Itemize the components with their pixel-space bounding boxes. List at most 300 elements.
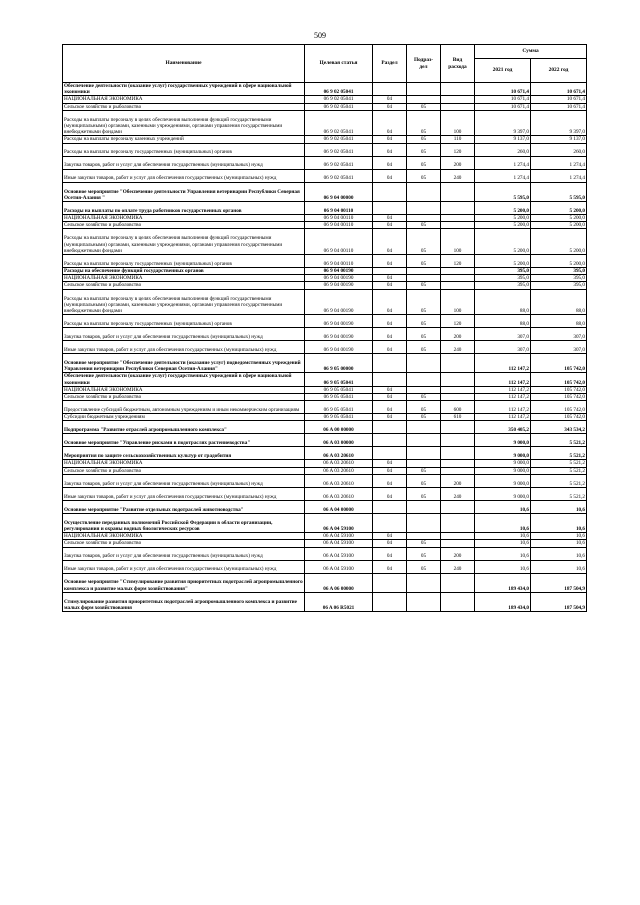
- row-subsection-cell: [407, 533, 441, 540]
- table-row: [63, 373, 587, 386]
- row-sum-2022-cell: 5 595,0: [531, 182, 587, 201]
- header-year-2022: 2022 год: [531, 59, 587, 83]
- row-expense-type-cell: [441, 373, 475, 386]
- row-subsection-cell: [407, 447, 441, 460]
- row-expense-type-cell: [441, 275, 475, 282]
- table-row: [63, 315, 587, 328]
- row-subsection-cell: [407, 513, 441, 532]
- row-name-cell: Расходы на выплаты персоналу в целях обеспечения выполнения функций государственными (муниципальными) органами, казенными учреждениями, органами управления государственными внебюджетными фондами: [63, 229, 305, 255]
- table-row: [63, 136, 587, 143]
- row-expense-type-cell: 240: [441, 169, 475, 182]
- row-name-cell: Обеспечение деятельности (оказание услуг) государственных учреждений в сфере национальной экономики: [63, 373, 305, 386]
- table-row: [63, 533, 587, 540]
- row-sum-2021-cell: 10 671,4: [475, 96, 531, 103]
- row-section-cell: 04: [373, 96, 407, 103]
- row-subsection-cell: [407, 592, 441, 611]
- row-subsection-cell: 05: [407, 282, 441, 289]
- row-code-cell: 06 9 02 05041: [305, 156, 373, 169]
- row-expense-type-cell: [441, 214, 475, 221]
- row-code-cell: 06 9 04 00190: [305, 289, 373, 315]
- row-name-cell: Сельское хозяйство и рыболовство: [63, 467, 305, 474]
- table-row: [63, 143, 587, 156]
- row-expense-type-cell: [441, 513, 475, 532]
- row-expense-type-cell: 200: [441, 156, 475, 169]
- row-name-cell: Сельское хозяйство и рыболовство: [63, 103, 305, 110]
- row-section-cell: 04: [373, 222, 407, 229]
- row-expense-type-cell: 240: [441, 487, 475, 500]
- row-section-cell: 04: [373, 474, 407, 487]
- row-expense-type-cell: [441, 394, 475, 401]
- row-section-cell: 04: [373, 487, 407, 500]
- row-code-cell: 06 9 04 00000: [305, 182, 373, 201]
- row-subsection-cell: 05: [407, 156, 441, 169]
- table-row: [63, 460, 587, 467]
- row-subsection-cell: [407, 354, 441, 373]
- row-code-cell: 06 9 02 05041: [305, 143, 373, 156]
- row-sum-2022-cell: 105 742,0: [531, 354, 587, 373]
- header-year-2021: 2021 год: [475, 59, 531, 83]
- row-sum-2022-cell: 5 521,2: [531, 487, 587, 500]
- row-name-cell: Иные закупки товаров, работ и услуг для обеспечения государственных (муниципальных) нужд: [63, 487, 305, 500]
- row-section-cell: [373, 447, 407, 460]
- row-sum-2022-cell: 1 274,4: [531, 156, 587, 169]
- row-code-cell: 06 A 06 00000: [305, 573, 373, 592]
- table-row: [63, 540, 587, 547]
- row-expense-type-cell: [441, 533, 475, 540]
- row-sum-2021-cell: 189 434,0: [475, 573, 531, 592]
- row-code-cell: 06 9 04 00110: [305, 214, 373, 221]
- row-subsection-cell: 05: [407, 136, 441, 143]
- row-sum-2022-cell: 10,6: [531, 560, 587, 573]
- row-subsection-cell: 05: [407, 547, 441, 560]
- row-subsection-cell: [407, 201, 441, 214]
- row-section-cell: 04: [373, 315, 407, 328]
- table-row: [63, 214, 587, 221]
- row-sum-2022-cell: 307,0: [531, 341, 587, 354]
- row-expense-type-cell: [441, 354, 475, 373]
- row-name-cell: Сельское хозяйство и рыболовство: [63, 222, 305, 229]
- row-sum-2022-cell: 5 200,0: [531, 229, 587, 255]
- row-section-cell: 04: [373, 386, 407, 393]
- row-section-cell: 04: [373, 103, 407, 110]
- row-sum-2021-cell: 307,0: [475, 341, 531, 354]
- table-row: [63, 282, 587, 289]
- row-sum-2021-cell: 10,6: [475, 547, 531, 560]
- row-sum-2022-cell: 105 742,0: [531, 373, 587, 386]
- row-sum-2022-cell: 5 200,0: [531, 201, 587, 214]
- table-row: [63, 289, 587, 315]
- row-name-cell: Расходы на выплаты персоналу государственных (муниципальных) органов: [63, 254, 305, 267]
- row-section-cell: 04: [373, 143, 407, 156]
- row-code-cell: 06 A 04 59100: [305, 540, 373, 547]
- row-name-cell: Сельское хозяйство и рыболовство: [63, 540, 305, 547]
- row-expense-type-cell: 120: [441, 143, 475, 156]
- row-code-cell: 06 A 03 00000: [305, 434, 373, 447]
- row-sum-2022-cell: 9 137,0: [531, 136, 587, 143]
- row-code-cell: 06 9 04 00110: [305, 254, 373, 267]
- table-row: [63, 547, 587, 560]
- row-name-cell: НАЦИОНАЛЬНАЯ ЭКОНОМИКА: [63, 214, 305, 221]
- row-code-cell: 06 9 02 05041: [305, 110, 373, 136]
- row-sum-2021-cell: 395,0: [475, 275, 531, 282]
- row-sum-2021-cell: 9 000,0: [475, 474, 531, 487]
- row-sum-2022-cell: 187 504,9: [531, 573, 587, 592]
- row-name-cell: Основное мероприятие "Управление рисками в подотраслях растениеводства": [63, 434, 305, 447]
- header-sum: Сумма: [475, 45, 587, 59]
- row-code-cell: 06 9 02 05041: [305, 169, 373, 182]
- row-name-cell: Субсидии бюджетным учреждениям: [63, 414, 305, 421]
- row-sum-2021-cell: 9 397,0: [475, 110, 531, 136]
- row-sum-2022-cell: 105 742,0: [531, 394, 587, 401]
- row-name-cell: Сельское хозяйство и рыболовство: [63, 394, 305, 401]
- row-section-cell: 04: [373, 214, 407, 221]
- row-name-cell: Осуществление переданных полномочий Российской Федерации в области организации, регулирования и охраны водных биологических ресурсов: [63, 513, 305, 532]
- table-row: [63, 96, 587, 103]
- row-code-cell: 06 9 04 00110: [305, 222, 373, 229]
- row-name-cell: НАЦИОНАЛЬНАЯ ЭКОНОМИКА: [63, 275, 305, 282]
- row-subsection-cell: 05: [407, 401, 441, 414]
- row-section-cell: [373, 373, 407, 386]
- row-sum-2021-cell: 5 200,0: [475, 201, 531, 214]
- row-expense-type-cell: 240: [441, 560, 475, 573]
- table-row: [63, 83, 587, 96]
- row-name-cell: Сельское хозяйство и рыболовство: [63, 282, 305, 289]
- row-subsection-cell: [407, 386, 441, 393]
- table-row: [63, 182, 587, 201]
- row-section-cell: [373, 513, 407, 532]
- row-expense-type-cell: [441, 282, 475, 289]
- row-subsection-cell: 05: [407, 560, 441, 573]
- row-sum-2022-cell: 5 200,0: [531, 254, 587, 267]
- row-section-cell: 04: [373, 110, 407, 136]
- table-row: [63, 487, 587, 500]
- row-section-cell: 04: [373, 460, 407, 467]
- row-code-cell: 06 A 03 20610: [305, 487, 373, 500]
- row-expense-type-cell: [441, 386, 475, 393]
- row-code-cell: 06 A 03 20610: [305, 460, 373, 467]
- row-expense-type-cell: [441, 421, 475, 434]
- row-subsection-cell: 05: [407, 103, 441, 110]
- row-sum-2021-cell: 9 137,0: [475, 136, 531, 143]
- row-subsection-cell: [407, 96, 441, 103]
- row-code-cell: 06 9 04 00110: [305, 229, 373, 255]
- table-row: [63, 328, 587, 341]
- row-sum-2022-cell: 5 521,2: [531, 467, 587, 474]
- row-subsection-cell: 05: [407, 328, 441, 341]
- row-section-cell: 04: [373, 401, 407, 414]
- row-expense-type-cell: [441, 96, 475, 103]
- row-expense-type-cell: [441, 182, 475, 201]
- row-section-cell: 04: [373, 540, 407, 547]
- row-sum-2021-cell: 5 595,0: [475, 182, 531, 201]
- row-code-cell: 06 9 02 05041: [305, 96, 373, 103]
- row-code-cell: 06 9 02 05041: [305, 136, 373, 143]
- row-expense-type-cell: [441, 592, 475, 611]
- row-sum-2022-cell: 10,6: [531, 547, 587, 560]
- table-row: [63, 560, 587, 573]
- row-name-cell: Расходы на обеспечение функций государственных органов: [63, 267, 305, 274]
- table-row: [63, 401, 587, 414]
- row-expense-type-cell: 100: [441, 229, 475, 255]
- row-code-cell: 06 9 04 00190: [305, 275, 373, 282]
- row-sum-2021-cell: 5 200,0: [475, 222, 531, 229]
- row-subsection-cell: 05: [407, 467, 441, 474]
- header-code: Целевая статья: [305, 45, 373, 83]
- row-name-cell: Иные закупки товаров, работ и услуг для обеспечения государственных (муниципальных) нужд: [63, 169, 305, 182]
- row-sum-2021-cell: 112 147,2: [475, 354, 531, 373]
- row-sum-2022-cell: 395,0: [531, 275, 587, 282]
- row-subsection-cell: [407, 275, 441, 282]
- row-sum-2022-cell: 5 200,0: [531, 214, 587, 221]
- row-sum-2022-cell: 9 397,0: [531, 110, 587, 136]
- row-code-cell: 06 9 04 00190: [305, 341, 373, 354]
- row-sum-2022-cell: 1 274,4: [531, 169, 587, 182]
- table-row: [63, 447, 587, 460]
- row-code-cell: 06 9 04 00190: [305, 328, 373, 341]
- row-code-cell: 06 A 00 00000: [305, 421, 373, 434]
- row-name-cell: Обеспечение деятельности (оказание услуг) государственных учреждений в сфере национальной экономики: [63, 83, 305, 96]
- row-name-cell: НАЦИОНАЛЬНАЯ ЭКОНОМИКА: [63, 533, 305, 540]
- row-sum-2021-cell: 10,6: [475, 513, 531, 532]
- row-sum-2022-cell: 260,0: [531, 143, 587, 156]
- row-sum-2021-cell: 1 274,4: [475, 169, 531, 182]
- table-row: [63, 275, 587, 282]
- row-expense-type-cell: 120: [441, 254, 475, 267]
- row-sum-2022-cell: 10,6: [531, 513, 587, 532]
- row-code-cell: 06 A 03 20610: [305, 467, 373, 474]
- row-sum-2022-cell: 105 742,0: [531, 414, 587, 421]
- row-subsection-cell: [407, 421, 441, 434]
- row-section-cell: 04: [373, 282, 407, 289]
- table-row: [63, 592, 587, 611]
- header-expense-type: Вид расхода: [441, 45, 475, 83]
- row-code-cell: 06 A 03 20610: [305, 474, 373, 487]
- row-expense-type-cell: 200: [441, 547, 475, 560]
- row-sum-2022-cell: 105 742,0: [531, 401, 587, 414]
- row-section-cell: [373, 500, 407, 513]
- table-row: [63, 229, 587, 255]
- table-row: [63, 201, 587, 214]
- row-name-cell: Основное мероприятие "Обеспечение деятельности Управления ветеринарии Республики Северная Осетия-Алания ": [63, 182, 305, 201]
- row-sum-2021-cell: 350 405,2: [475, 421, 531, 434]
- row-sum-2021-cell: 5 200,0: [475, 229, 531, 255]
- row-section-cell: 04: [373, 136, 407, 143]
- row-expense-type-cell: [441, 460, 475, 467]
- row-expense-type-cell: 100: [441, 289, 475, 315]
- row-code-cell: 06 A 03 20610: [305, 447, 373, 460]
- row-section-cell: 04: [373, 341, 407, 354]
- row-sum-2022-cell: 5 521,2: [531, 434, 587, 447]
- row-expense-type-cell: [441, 434, 475, 447]
- row-name-cell: НАЦИОНАЛЬНАЯ ЭКОНОМИКА: [63, 386, 305, 393]
- row-sum-2021-cell: 307,0: [475, 328, 531, 341]
- header-subsection: Подраз- дел: [407, 45, 441, 83]
- row-sum-2022-cell: 5 521,2: [531, 447, 587, 460]
- row-section-cell: 04: [373, 547, 407, 560]
- table-row: [63, 267, 587, 274]
- row-name-cell: Расходы на выплаты по оплате труда работников государственных органов: [63, 201, 305, 214]
- row-sum-2022-cell: 5 521,2: [531, 460, 587, 467]
- row-code-cell: 06 A 04 59100: [305, 533, 373, 540]
- row-expense-type-cell: [441, 573, 475, 592]
- row-sum-2021-cell: 10,6: [475, 500, 531, 513]
- row-subsection-cell: 05: [407, 414, 441, 421]
- row-subsection-cell: [407, 214, 441, 221]
- row-sum-2022-cell: 88,0: [531, 315, 587, 328]
- row-sum-2021-cell: 112 147,2: [475, 401, 531, 414]
- row-expense-type-cell: 100: [441, 110, 475, 136]
- row-section-cell: 04: [373, 328, 407, 341]
- row-sum-2022-cell: 10,6: [531, 540, 587, 547]
- row-subsection-cell: 05: [407, 229, 441, 255]
- row-code-cell: 06 9 04 00110: [305, 201, 373, 214]
- row-sum-2022-cell: 10 671,4: [531, 83, 587, 96]
- header-name: Наименование: [63, 45, 305, 83]
- row-sum-2021-cell: 9 000,0: [475, 487, 531, 500]
- row-section-cell: 04: [373, 533, 407, 540]
- table-row: [63, 394, 587, 401]
- table-row: [63, 500, 587, 513]
- row-name-cell: Расходы на выплаты персоналу в целях обеспечения выполнения функций государственными (муниципальными) органами, казенными учреждениями, органами управления государственными внебюджетными фондами: [63, 110, 305, 136]
- row-sum-2022-cell: 105 742,0: [531, 386, 587, 393]
- row-expense-type-cell: [441, 201, 475, 214]
- row-code-cell: 06 9 05 05041: [305, 386, 373, 393]
- row-sum-2021-cell: 10 671,4: [475, 83, 531, 96]
- table-row: [63, 421, 587, 434]
- row-subsection-cell: 05: [407, 169, 441, 182]
- row-expense-type-cell: [441, 83, 475, 96]
- table-row: [63, 169, 587, 182]
- row-code-cell: 06 9 04 00190: [305, 267, 373, 274]
- table-row: [63, 222, 587, 229]
- row-section-cell: [373, 573, 407, 592]
- row-sum-2021-cell: 9 000,0: [475, 460, 531, 467]
- row-sum-2022-cell: 88,0: [531, 289, 587, 315]
- row-code-cell: 06 A 04 59100: [305, 547, 373, 560]
- budget-table: [62, 44, 587, 612]
- row-name-cell: Закупка товаров, работ и услуг для обеспечения государственных (муниципальных) нужд: [63, 547, 305, 560]
- row-sum-2022-cell: 10 671,4: [531, 96, 587, 103]
- row-name-cell: Расходы на выплаты персоналу в целях обеспечения выполнения функций государственными (муниципальными) органами, казенными учреждениями, органами управления государственными внебюджетными фондами: [63, 289, 305, 315]
- row-sum-2022-cell: 10,6: [531, 533, 587, 540]
- row-expense-type-cell: [441, 447, 475, 460]
- row-sum-2022-cell: 395,0: [531, 282, 587, 289]
- row-subsection-cell: 05: [407, 341, 441, 354]
- row-expense-type-cell: 120: [441, 315, 475, 328]
- row-name-cell: Иные закупки товаров, работ и услуг для обеспечения государственных (муниципальных) нужд: [63, 560, 305, 573]
- row-sum-2022-cell: 10,6: [531, 500, 587, 513]
- row-subsection-cell: 05: [407, 540, 441, 547]
- row-section-cell: 04: [373, 229, 407, 255]
- row-code-cell: 06 9 02 05041: [305, 103, 373, 110]
- row-expense-type-cell: [441, 467, 475, 474]
- row-sum-2021-cell: 1 274,4: [475, 156, 531, 169]
- row-section-cell: 04: [373, 169, 407, 182]
- table-row: [63, 110, 587, 136]
- table-row: [63, 513, 587, 532]
- row-name-cell: НАЦИОНАЛЬНАЯ ЭКОНОМИКА: [63, 96, 305, 103]
- row-subsection-cell: [407, 182, 441, 201]
- row-subsection-cell: [407, 500, 441, 513]
- row-expense-type-cell: 200: [441, 474, 475, 487]
- table-row: [63, 474, 587, 487]
- row-expense-type-cell: [441, 540, 475, 547]
- row-sum-2021-cell: 395,0: [475, 267, 531, 274]
- budget-table-body: [63, 83, 587, 612]
- row-section-cell: [373, 182, 407, 201]
- row-name-cell: Закупка товаров, работ и услуг для обеспечения государственных (муниципальных) нужд: [63, 156, 305, 169]
- table-row: [63, 156, 587, 169]
- row-expense-type-cell: [441, 103, 475, 110]
- row-name-cell: Иные закупки товаров, работ и услуг для обеспечения государственных (муниципальных) нужд: [63, 341, 305, 354]
- row-section-cell: 04: [373, 156, 407, 169]
- row-sum-2021-cell: 88,0: [475, 315, 531, 328]
- row-section-cell: [373, 592, 407, 611]
- table-row: [63, 414, 587, 421]
- row-code-cell: 06 A 04 00000: [305, 500, 373, 513]
- row-name-cell: Основное мероприятие "Развитие отдельных подотраслей животноводства": [63, 500, 305, 513]
- row-sum-2022-cell: 395,0: [531, 267, 587, 274]
- row-sum-2021-cell: 260,0: [475, 143, 531, 156]
- row-subsection-cell: 05: [407, 315, 441, 328]
- row-name-cell: Предоставление субсидий бюджетным, автономным учреждениям и иным некоммерческим организациям: [63, 401, 305, 414]
- row-subsection-cell: [407, 460, 441, 467]
- row-sum-2021-cell: 9 000,0: [475, 434, 531, 447]
- row-subsection-cell: [407, 83, 441, 96]
- row-expense-type-cell: 610: [441, 414, 475, 421]
- table-row: [63, 467, 587, 474]
- row-sum-2021-cell: 10,6: [475, 540, 531, 547]
- table-row: [63, 573, 587, 592]
- row-section-cell: [373, 83, 407, 96]
- row-section-cell: [373, 267, 407, 274]
- row-subsection-cell: 05: [407, 487, 441, 500]
- row-expense-type-cell: 600: [441, 401, 475, 414]
- row-subsection-cell: [407, 267, 441, 274]
- row-section-cell: 04: [373, 467, 407, 474]
- row-code-cell: 06 9 05 05041: [305, 373, 373, 386]
- row-sum-2021-cell: 9 000,0: [475, 467, 531, 474]
- row-name-cell: Основное мероприятие "Стимулирование развития приоритетных подотраслей агропромышленного комплекса и развитие малых форм хозяйствования": [63, 573, 305, 592]
- row-section-cell: [373, 354, 407, 373]
- row-sum-2022-cell: 5 200,0: [531, 222, 587, 229]
- row-section-cell: 04: [373, 254, 407, 267]
- row-section-cell: [373, 421, 407, 434]
- row-subsection-cell: 05: [407, 474, 441, 487]
- row-sum-2022-cell: 307,0: [531, 328, 587, 341]
- row-code-cell: 06 A 04 59100: [305, 513, 373, 532]
- row-section-cell: [373, 434, 407, 447]
- row-name-cell: Подпрограмма "Развитие отраслей агропромышленного комплекса": [63, 421, 305, 434]
- table-row: [63, 434, 587, 447]
- row-expense-type-cell: [441, 222, 475, 229]
- row-sum-2021-cell: 5 200,0: [475, 254, 531, 267]
- row-subsection-cell: [407, 373, 441, 386]
- row-subsection-cell: 05: [407, 289, 441, 315]
- row-sum-2021-cell: 112 147,2: [475, 373, 531, 386]
- row-section-cell: 04: [373, 275, 407, 282]
- row-sum-2021-cell: 112 147,2: [475, 386, 531, 393]
- row-expense-type-cell: 110: [441, 136, 475, 143]
- table-row: [63, 354, 587, 373]
- row-section-cell: 04: [373, 414, 407, 421]
- row-code-cell: 06 9 05 00000: [305, 354, 373, 373]
- row-code-cell: 06 A 06 R5021: [305, 592, 373, 611]
- row-subsection-cell: [407, 434, 441, 447]
- row-sum-2021-cell: 5 200,0: [475, 214, 531, 221]
- row-sum-2021-cell: 10,6: [475, 560, 531, 573]
- row-subsection-cell: 05: [407, 110, 441, 136]
